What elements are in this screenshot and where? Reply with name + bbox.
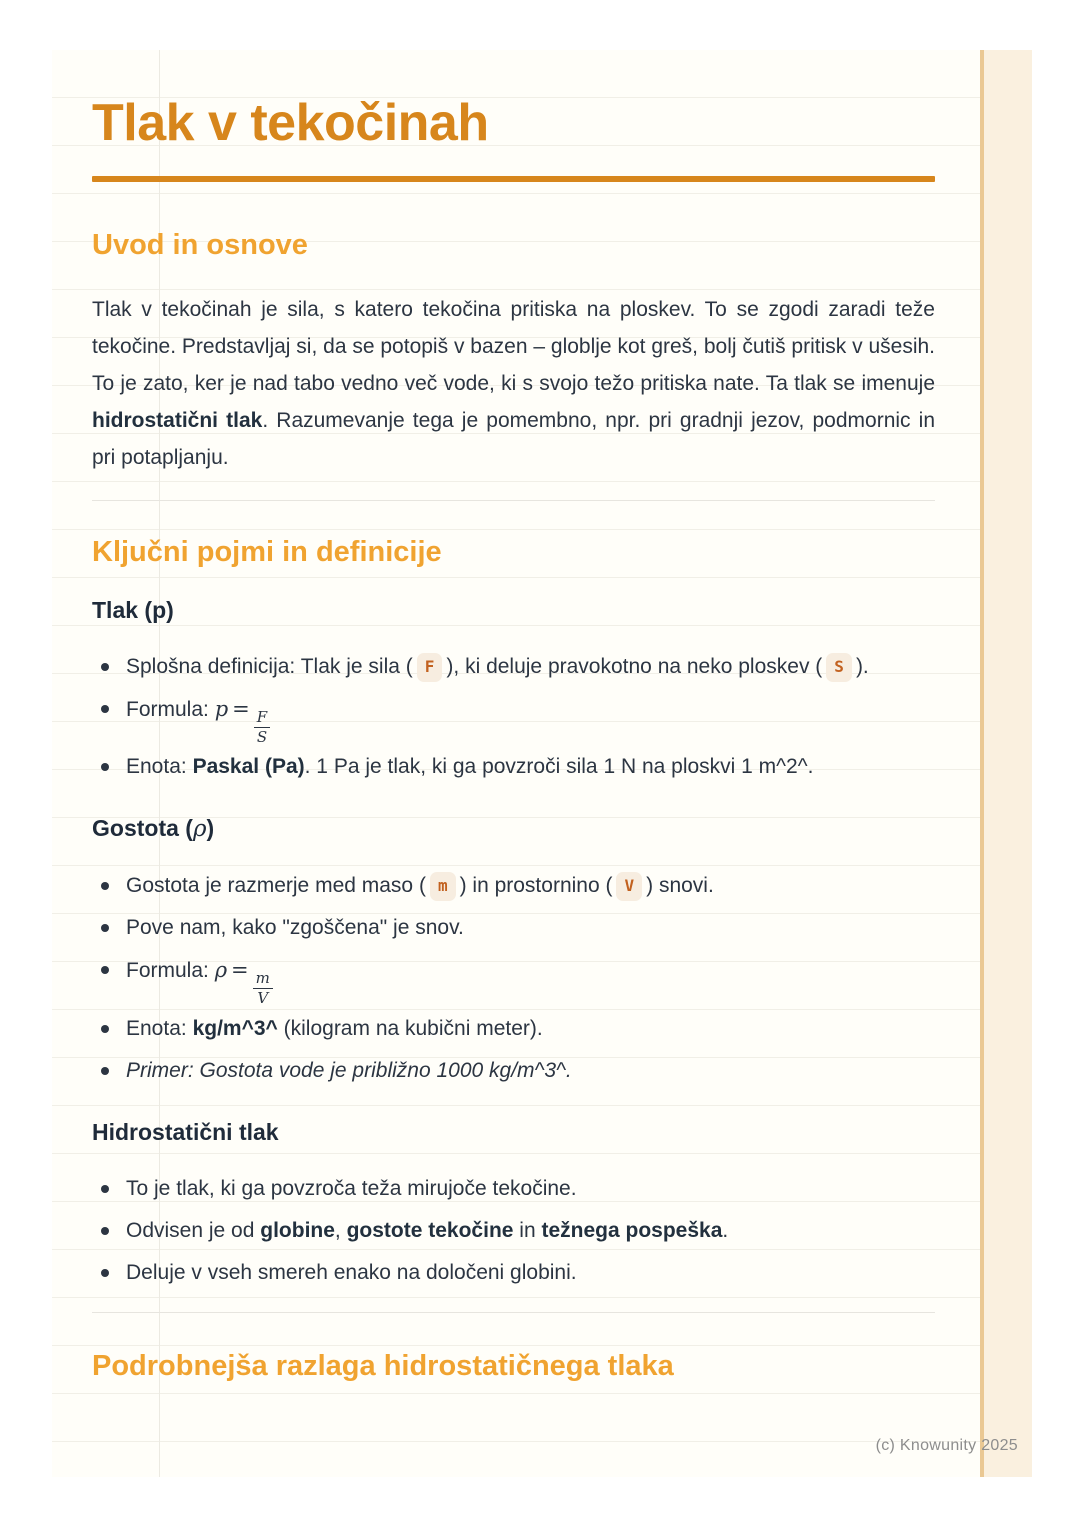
- tlak-list: [92, 646, 935, 789]
- unit-bold: Paskal (Pa): [192, 755, 305, 779]
- copyright-footer: (c) Knowunity 2025: [875, 1437, 1018, 1454]
- bold-term: gostote tekočine: [346, 1218, 514, 1242]
- inline-code-badge-F: F: [417, 653, 443, 682]
- math-variable-p: p: [214, 696, 229, 721]
- subheading-hidrostaticni-tlak: Hidrostatični tlak: [92, 1118, 279, 1145]
- math-fraction-F-S: [254, 708, 270, 747]
- math-variable-rho: ρ: [214, 958, 228, 983]
- inline-code-badge-V: V: [616, 872, 642, 901]
- list-item-text: ,: [334, 1218, 347, 1242]
- list-item-text: Enota:: [126, 1016, 193, 1040]
- math-symbol-rho: ρ: [192, 816, 207, 843]
- math-fraction-m-V: [253, 969, 273, 1008]
- list-item-formula: [92, 949, 935, 1008]
- list-item: Deluje v vseh smereh enako na določeni globini.: [92, 1252, 935, 1294]
- list-item: [92, 746, 935, 788]
- list-item: Pove nam, kako "zgoščena" je snov.: [92, 907, 935, 949]
- title-underline-rule: [92, 176, 935, 182]
- list-item: [92, 1008, 935, 1050]
- section-divider-1: [92, 500, 935, 501]
- subheading-text: ): [206, 815, 215, 842]
- list-item-example: Primer: Gostota vode je približno 1000 kg/m^3^.: [92, 1050, 935, 1092]
- fraction-denominator: V: [257, 989, 269, 1008]
- list-item: To je tlak, ki ga povzroča teža mirujoče tekočine.: [92, 1168, 935, 1210]
- document-content: [92, 50, 935, 1384]
- list-item: [92, 646, 935, 688]
- section-heading-intro: Uvod in osnove: [92, 229, 308, 262]
- list-item-text: ) snovi.: [646, 874, 714, 898]
- list-item-text: .: [722, 1218, 729, 1242]
- math-equals: =: [231, 958, 249, 983]
- intro-bold-term: hidrostatični tlak: [92, 409, 263, 433]
- section-divider-2: [92, 1312, 935, 1313]
- list-item-text: Gostota je razmerje med maso (: [126, 874, 426, 898]
- list-item-text: ) in prostornino (: [459, 874, 613, 898]
- list-item: [92, 1210, 935, 1252]
- fraction-numerator: m: [253, 969, 273, 989]
- list-item-formula: [92, 688, 935, 747]
- page-side-accent-band: [980, 50, 1032, 1477]
- list-item-text: Splošna definicija: Tlak je sila (: [126, 654, 413, 678]
- list-item-text: in: [513, 1218, 542, 1242]
- formula-label: Formula:: [126, 697, 215, 721]
- math-equals: =: [232, 696, 250, 721]
- section-heading-key-terms: Ključni pojmi in definicije: [92, 536, 442, 569]
- intro-text-1: Tlak v tekočinah je sila, s katero tekočina pritiska na ploskev. To se zgodi zaradi teže tekočine. Predstavljaj si, da se potopiš v bazen – globlje kot greš, bolj čutiš pritisk v ušesih. To je zato, ker je nad tabo vedno več vode, ki s svojo težo pritiska nate. Ta tlak se imenuje: [92, 298, 935, 396]
- list-item-text: (kilogram na kubični meter).: [277, 1016, 543, 1040]
- bold-term: težnega pospeška: [541, 1218, 723, 1242]
- bold-term: globine: [260, 1218, 335, 1242]
- inline-code-badge-m: m: [430, 872, 456, 901]
- list-item-text: Odvisen je od: [126, 1218, 261, 1242]
- list-item: [92, 865, 935, 907]
- intro-text-2: . Razumevanje tega je pomembno, npr. pri gradnji jezov, podmornic in pri potapljanju.: [92, 409, 936, 470]
- gostota-list: [92, 865, 935, 1092]
- fraction-numerator: F: [254, 708, 270, 728]
- unit-bold: kg/m^3^: [192, 1016, 278, 1040]
- subheading-tlak: Tlak (p): [92, 596, 174, 623]
- list-item-text: Enota:: [126, 755, 193, 779]
- list-item-text: . 1 Pa je tlak, ki ga povzroči sila 1 N na ploskvi 1 m^2^.: [304, 755, 814, 779]
- hidro-list: [92, 1168, 935, 1294]
- page-title: Tlak v tekočinah: [92, 94, 489, 152]
- document-page: [52, 50, 1032, 1477]
- formula-label: Formula:: [126, 959, 215, 983]
- subheading-gostota: [92, 814, 935, 843]
- subheading-text: Gostota (: [92, 815, 193, 842]
- inline-code-badge-S: S: [826, 653, 852, 682]
- fraction-denominator: S: [256, 727, 268, 746]
- list-item-text: ).: [855, 654, 869, 678]
- intro-paragraph: [92, 291, 935, 476]
- list-item-text: ), ki deluje pravokotno na neko ploskev (: [446, 654, 823, 678]
- section-heading-detail: Podrobnejša razlaga hidrostatičnega tlaka: [92, 1349, 674, 1382]
